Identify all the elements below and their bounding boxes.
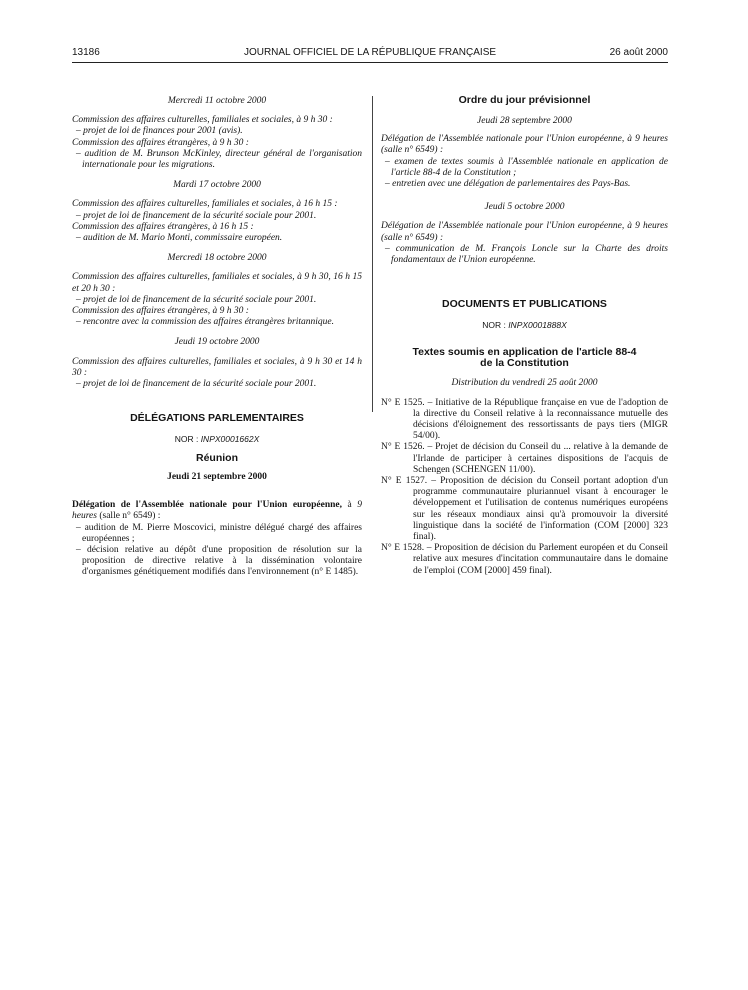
agenda-item: – entretien avec une délégation de parlementaires des Pays-Bas. [385, 179, 631, 190]
nor-label: NOR : [482, 320, 506, 331]
agenda-item: – projet de loi de financement de la sécurité sociale pour 2001. [76, 210, 317, 221]
day-heading: Jeudi 28 septembre 2000 [477, 116, 572, 126]
commission-line: Commission des affaires culturelles, familiales et sociales, à 9 h 30 : [72, 115, 333, 126]
section-heading: DOCUMENTS ET PUBLICATIONS [442, 298, 607, 311]
page-number: 13186 [72, 47, 100, 58]
delegation-line: Délégation de l'Assemblée nationale pour l'Union européenne, à 9 heures (salle n° 6549) : [381, 134, 668, 156]
day-heading: Jeudi 21 septembre 2000 [167, 472, 267, 483]
day-heading: Jeudi 19 octobre 2000 [174, 337, 260, 348]
right-column [381, 92, 668, 577]
nor-code: INPX0001662X [200, 434, 260, 445]
commission-line: Commission des affaires étrangères, à 9 h 30 : [72, 306, 249, 317]
distribution-date: Distribution du vendredi 25 août 2000 [451, 378, 598, 389]
delegation-line [72, 500, 362, 522]
nor-code: INPX0001888X [508, 320, 567, 331]
nor-reference [72, 434, 362, 445]
document-item: N° E 1528. – Proposition de décision du Parlement européen et du Conseil relative aux mesures d'incitation communautaire dans le domaine de l'emploi (COM [2000] 459 final). [381, 543, 668, 576]
agenda-item: – audition de M. Brunson McKinley, directeur général de l'organisation internationale pour les migrations. [76, 148, 362, 171]
day-heading: Jeudi 5 octobre 2000 [484, 202, 565, 213]
commission-line: Commission des affaires culturelles, familiales et sociales, à 9 h 30, 16 h 15 et 20 h 30 : [72, 272, 362, 294]
subsection-heading [381, 347, 668, 369]
journal-title: JOURNAL OFFICIEL DE LA RÉPUBLIQUE FRANÇAISE [243, 47, 497, 58]
delegation-line: Délégation de l'Assemblée nationale pour l'Union européenne, à 9 heures (salle n° 6549) : [381, 221, 668, 243]
left-column [72, 92, 362, 579]
agenda-item: – rencontre avec la commission des affaires étrangères britannique. [76, 317, 334, 328]
agenda-item: – audition de M. Mario Monti, commissaire européen. [76, 233, 283, 244]
commission-line: Commission des affaires étrangères, à 16 h 15 : [72, 221, 254, 232]
commission-line: Commission des affaires étrangères, à 9 h 30 : [72, 137, 249, 148]
document-item: N° E 1525. – Initiative de la République française en vue de l'adoption de la directive du Conseil relative à la reconnaissance mutuelle des décisions d'éloignement des ressortissants de pays tiers (MIGR 54/00). [381, 397, 668, 442]
agenda-item: – projet de loi de financement de la sécurité sociale pour 2001. [76, 294, 317, 305]
issue-date: 26 août 2000 [609, 47, 668, 58]
document-item: N° E 1526. – Projet de décision du Conseil du ... relative à la demande de l'Irlande de participer à certaines dispositions de l'acquis de Schengen (SCHENGEN 11/00). [381, 442, 668, 475]
commission-line: Commission des affaires culturelles, familiales et sociales, à 9 h 30 et 14 h 30 : [72, 356, 362, 378]
delegation-name: Délégation de l'Assemblée nationale pour l'Union européenne, [72, 500, 342, 511]
nor-label: NOR : [174, 434, 199, 445]
header-rule [72, 62, 668, 63]
agenda-item: – projet de loi de finances pour 2001 (avis). [76, 126, 243, 137]
commission-line: Commission des affaires culturelles, familiales et sociales, à 16 h 15 : [72, 199, 338, 210]
agenda-item: – audition de M. Pierre Moscovici, ministre délégué chargé des affaires européennes ; [76, 522, 362, 544]
delegation-time: 9 heures [72, 500, 362, 522]
page-header [72, 46, 668, 60]
delegation-room: (salle n° 6549) : [99, 511, 161, 522]
column-divider [372, 96, 373, 412]
day-heading: Mercredi 11 octobre 2000 [167, 96, 267, 106]
nor-reference [381, 320, 668, 331]
agenda-item: – projet de loi de financement de la sécurité sociale pour 2001. [76, 379, 317, 390]
agenda-item: – décision relative au dépôt d'une proposition de résolution sur la proposition de directive relative à la dissémination volontaire d'organismes génétiquement modifiés dans l'environnement (n° E 1485). [76, 544, 362, 578]
delegation-preposition: à [347, 500, 352, 511]
section-heading: Ordre du jour prévisionnel [458, 94, 591, 106]
day-heading: Mercredi 18 octobre 2000 [167, 253, 267, 264]
agenda-item: – examen de textes soumis à l'Assemblée nationale en application de l'article 88-4 de la Constitution ; [385, 156, 668, 178]
reunion-heading: Réunion [196, 452, 238, 465]
document-item: N° E 1527. – Proposition de décision du Conseil portant adoption d'un programme communautaire pluriannuel visant à encourager le développement et l'utilisation de contenus numériques européens sur les réseaux mondiaux ainsi qu'à promouvoir la diversité linguistique dans la société de l'information (COM [2000] 323 final). [381, 476, 668, 543]
subheading-line1: Textes soumis en application de l'article 88-4 [412, 346, 637, 359]
agenda-item: – communication de M. François Loncle sur la Charte des droits fondamentaux de l'Union européenne. [385, 243, 668, 266]
section-heading: DÉLÉGATIONS PARLEMENTAIRES [130, 412, 304, 425]
subheading-line2: de la Constitution [480, 357, 569, 370]
day-heading: Mardi 17 octobre 2000 [173, 180, 261, 191]
